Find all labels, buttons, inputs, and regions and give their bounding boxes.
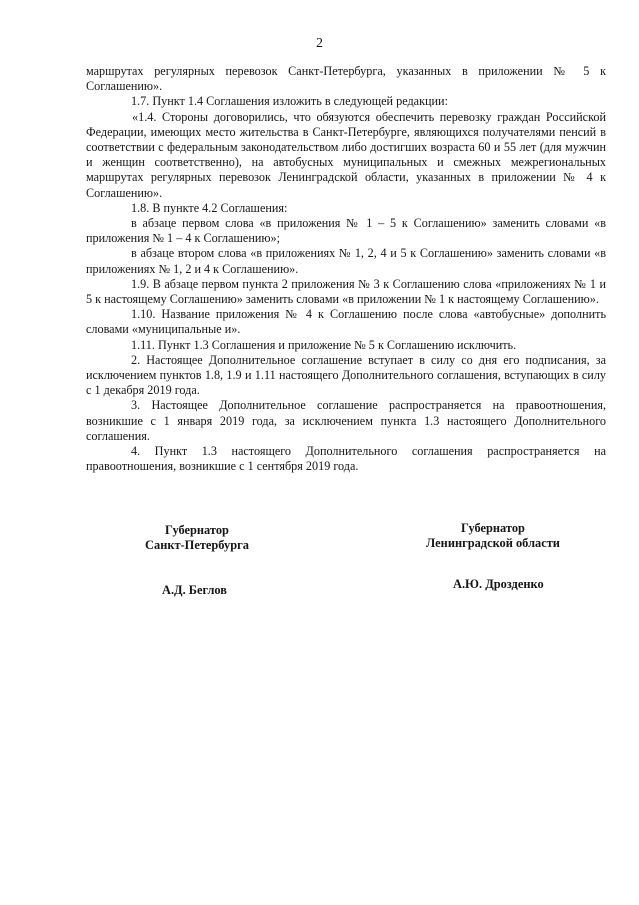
paragraph-item-1-11: 1.11. Пункт 1.3 Соглашения и приложение № 5 к Соглашению исключить. xyxy=(131,337,517,352)
signatory-name-left: А.Д. Беглов xyxy=(162,583,227,597)
paragraph-item-2: 2. Настоящее Дополнительное соглашение вступает в силу со дня его подписания, за исключением пунктов 1.8, 1.9 и 1.11 настоящего Дополнительного соглашения, вступающих в силу с 1 декабря 2019 года. xyxy=(86,352,606,398)
page-number: 2 xyxy=(316,36,323,51)
signature-title-left-line1: Губернатор xyxy=(165,523,229,537)
paragraph-item-1-4-quote: «1.4. Стороны договорились, что обязуются обеспечить перевозку граждан Российской Федерации, имеющих место жительства в Санкт-Петербурге, являющихся получателями пенсий в соответствии с федеральным законодательством либо достигших возраста 60 и 55 лет (для мужчин и женщин соответственно), на автобусных муниципальных и смежных межрегиональных маршрутах регулярных перевозок Ленинградской области, указанных в приложении № 4 к Соглашению». xyxy=(86,109,606,200)
paragraph-continuation: маршрутах регулярных перевозок Санкт-Петербурга, указанных в приложении № 5 к Соглашению». xyxy=(86,64,606,94)
signature-title-left-line2: Санкт-Петербурга xyxy=(145,538,249,552)
signature-title-right-line2: Ленинградской области xyxy=(426,536,560,550)
signature-title-right xyxy=(408,521,578,551)
paragraph-item-4: 4. Пункт 1.3 настоящего Дополнительного соглашения распространяется на правоотношения, возникшие с 1 сентября 2019 года. xyxy=(86,444,606,474)
paragraph-item-1-8: 1.8. В пункте 4.2 Соглашения: xyxy=(131,200,288,215)
paragraph-item-1-8-first: в абзаце первом слова «в приложения № 1 – 5 к Соглашению» заменить словами «в приложения № 1 – 4 к Соглашению»; xyxy=(86,216,606,246)
paragraph-item-1-8-second: в абзаце втором слова «в приложениях № 1, 2, 4 и 5 к Соглашению» заменить словами «в приложениях № 1, 2 и 4 к Соглашению». xyxy=(86,246,606,276)
signatory-name-right: А.Ю. Дрозденко xyxy=(453,577,544,591)
document-body xyxy=(86,64,606,474)
signature-title-right-line1: Губернатор xyxy=(461,521,525,535)
paragraph-item-1-9: 1.9. В абзаце первом пункта 2 приложения № 3 к Соглашению слова «приложениях № 1 и 5 к настоящему Соглашению» заменить словами «в приложении № 1 к настоящему Соглашению». xyxy=(86,276,606,307)
paragraph-item-1-7: 1.7. Пункт 1.4 Соглашения изложить в следующей редакции: xyxy=(131,94,448,109)
paragraph-item-1-10: 1.10. Название приложения № 4 к Соглашению после слова «автобусные» дополнить словами «муниципальные и». xyxy=(86,307,606,337)
signature-title-left xyxy=(112,523,282,553)
paragraph-item-3: 3. Настоящее Дополнительное соглашение распространяется на правоотношения, возникшие с 1 января 2019 года, за исключением пункта 1.3 настоящего Дополнительного соглашения. xyxy=(86,398,606,443)
